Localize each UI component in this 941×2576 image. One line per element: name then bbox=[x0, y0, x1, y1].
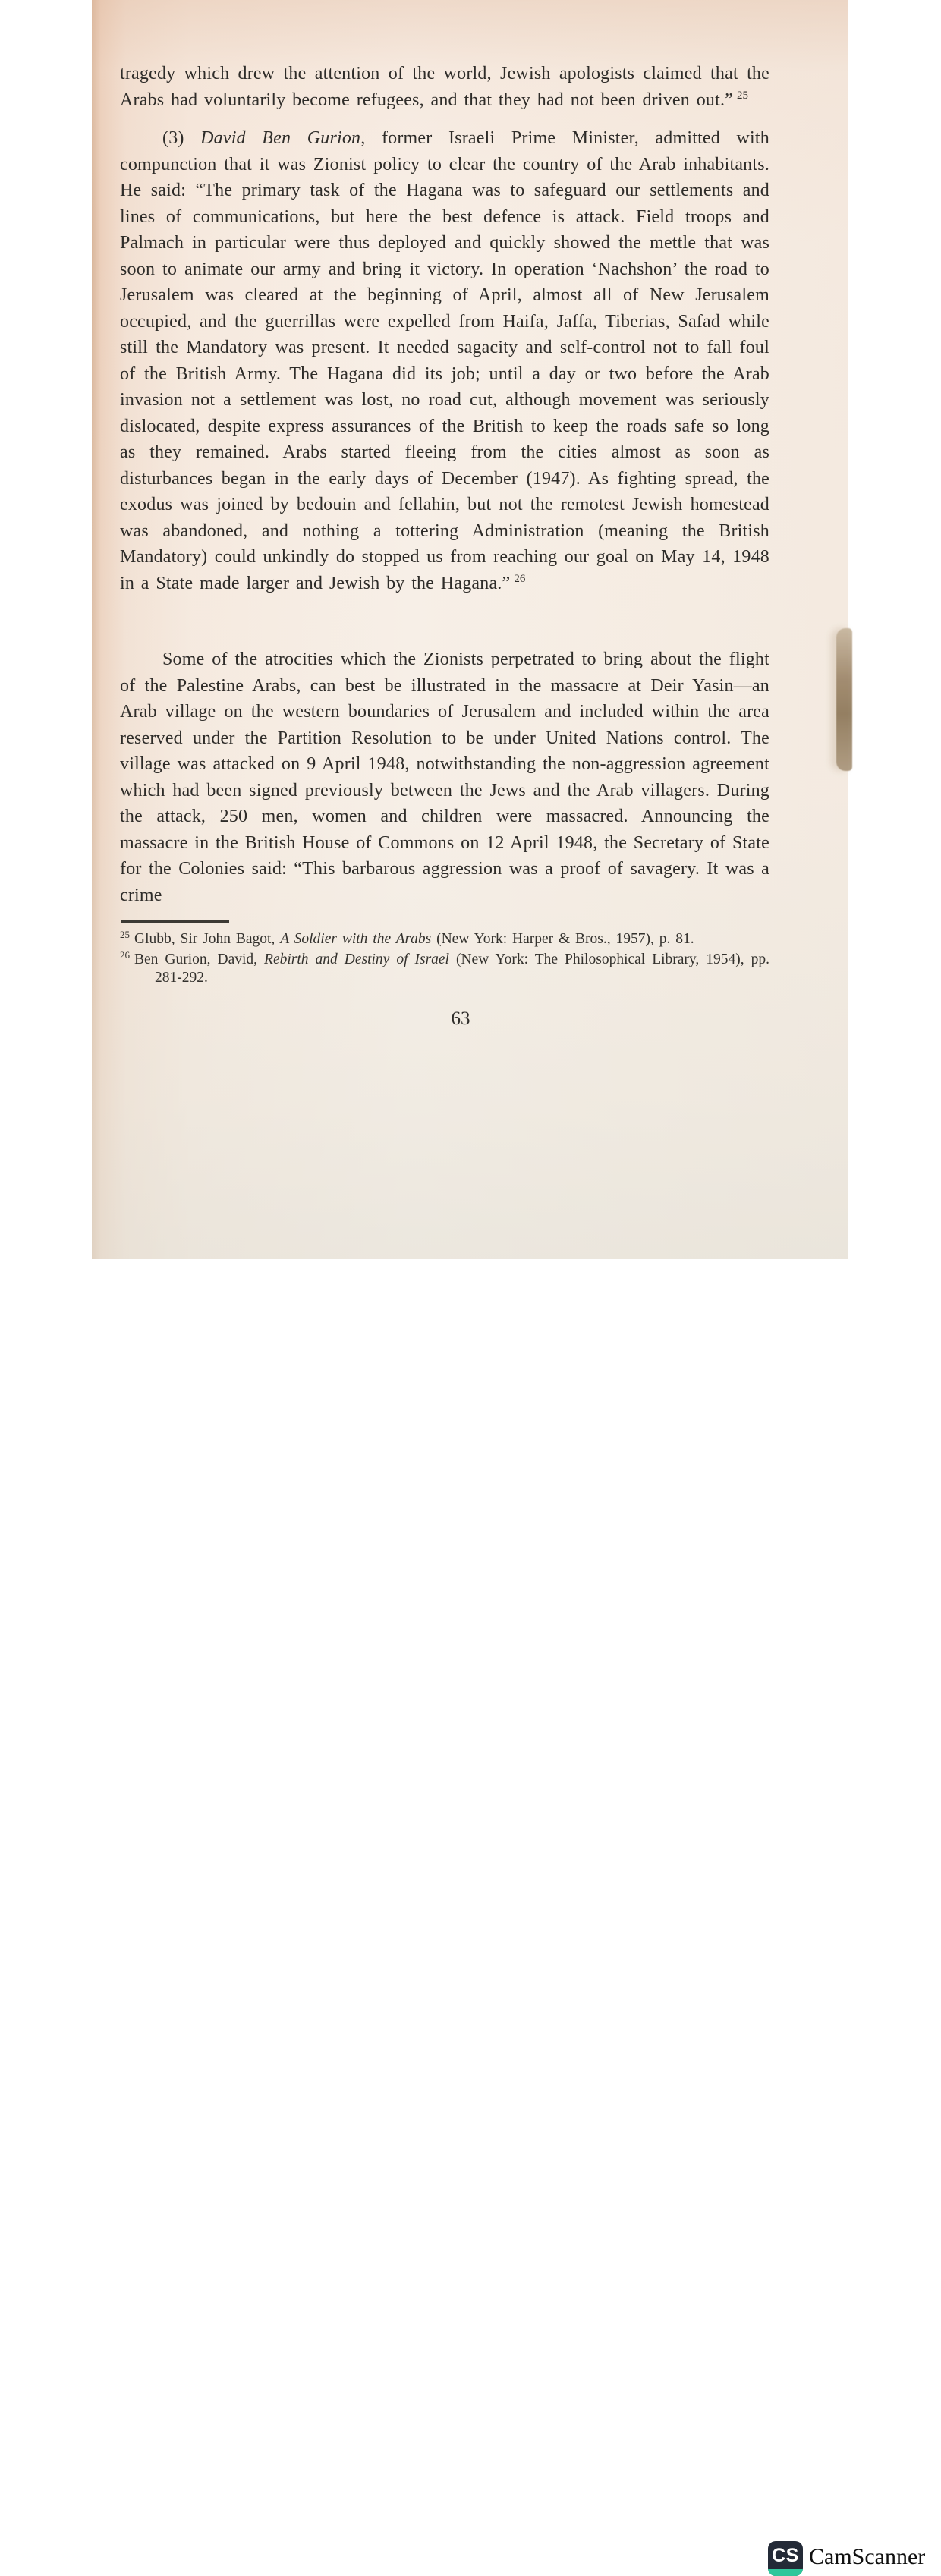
paragraph-2-text: former Israeli Prime Minister, admitted with compunction that it was Zionist policy to clear the country of the Arab inhabitants. He said: “The primary task of the Hagana was to safeguard our settlements and lines of communications, but here the best defence is attack. Field troops and Palmach in particular were thus deployed and quickly showed the mettle that was soon to animate our army and bring it victory. In operation ‘Nachshon’ the road to Jerusalem was cleared at the beginning of April, almost all of New Jerusalem occupied, and the guerrillas were expelled from Haifa, Jaffa, Tiberias, Safad while still the Mandatory was present. It needed sagacity and self-control not to fall foul of the British Army. The Hagana did its job; until a day or two before the Arab invasion not a settlement was lost, no road cut, although movement was seriously dislocated, despite express assurances of the British to keep the roads safe so long as they remained. Arabs started fleeing from the cities almost as soon as disturbances began in the early days of December (1947). As fighting spread, the exodus was joined by bedouin and fellahin, but not the remotest Jewish homestead was abandoned, and nothing a tottering Administration (meaning the British Mandatory) could unkindly do stopped us from reaching our goal on May 14, 1948 in a State made larger and Jewish by the Hagana.” bbox=[120, 128, 769, 593]
footnote-26 bbox=[120, 948, 770, 987]
footnote-26-number: 26 bbox=[120, 948, 130, 961]
footnote-26-book-title: Rebirth and Destiny of Israel bbox=[264, 951, 449, 967]
camscanner-brand-text: CamScanner bbox=[809, 2544, 926, 2569]
list-marker: (3) bbox=[162, 128, 201, 148]
page-number: 63 bbox=[451, 1008, 470, 1029]
footnote-25-number: 25 bbox=[120, 928, 130, 940]
speaker-name-italic: David Ben Gurion, bbox=[200, 128, 366, 148]
footnote-reference-25: 25 bbox=[737, 89, 749, 102]
footnote-25-publisher: (New York: Harper & Bros., 1957), p. 81. bbox=[431, 931, 694, 947]
footnote-26-author: Ben Gurion, David, bbox=[134, 951, 265, 967]
scanned-book-page bbox=[92, 0, 848, 1259]
footnote-separator-rule bbox=[121, 920, 229, 923]
paragraph-deir-yasin bbox=[120, 646, 769, 908]
cs-monogram: CS bbox=[772, 2545, 799, 2566]
cs-logo-accent-strip bbox=[768, 2569, 803, 2576]
footnote-reference-26: 26 bbox=[514, 572, 526, 585]
page-edge-finger-shadow bbox=[836, 628, 852, 771]
footnote-26-publisher: (New York: The Philosophical Library, 1954), pp. 281-292. bbox=[155, 951, 770, 986]
page-text-block bbox=[120, 0, 769, 1030]
camscanner-watermark-bar bbox=[0, 1259, 941, 2569]
paragraph-3-text: Some of the atrocities which the Zionists perpetrated to bring about the flight of the Palestine Arabs, can best be illustrated in the massacre at Deir Yasin—an Arab village on the western boundaries of Jerusalem and included within the area reserved under the Partition Resolution to be under United Nations control. The village was attacked on 9 April 1948, notwithstanding the non-aggression agreement which had been signed previously between the Jews and the Arab villagers. During the attack, 250 men, women and children were massacred. Announcing the massacre in the British House of Commons on 12 April 1948, the Secretary of State for the Colonies said: “This barbarous aggression was a proof of savagery. It was a crime bbox=[120, 650, 769, 905]
footnote-25-book-title: A Soldier with the Arabs bbox=[280, 931, 432, 947]
paragraph-ben-gurion-quote bbox=[120, 125, 769, 596]
footnote-25-author: Glubb, Sir John Bagot, bbox=[134, 931, 281, 947]
paragraph-continuation bbox=[120, 0, 769, 113]
camscanner-logo-icon bbox=[768, 2541, 803, 2576]
paragraph-1-text: tragedy which drew the attention of the world, Jewish apologists claimed that the Arabs had voluntarily become refugees, and that they had not been driven out.” bbox=[120, 64, 769, 110]
footnote-25 bbox=[120, 930, 769, 948]
